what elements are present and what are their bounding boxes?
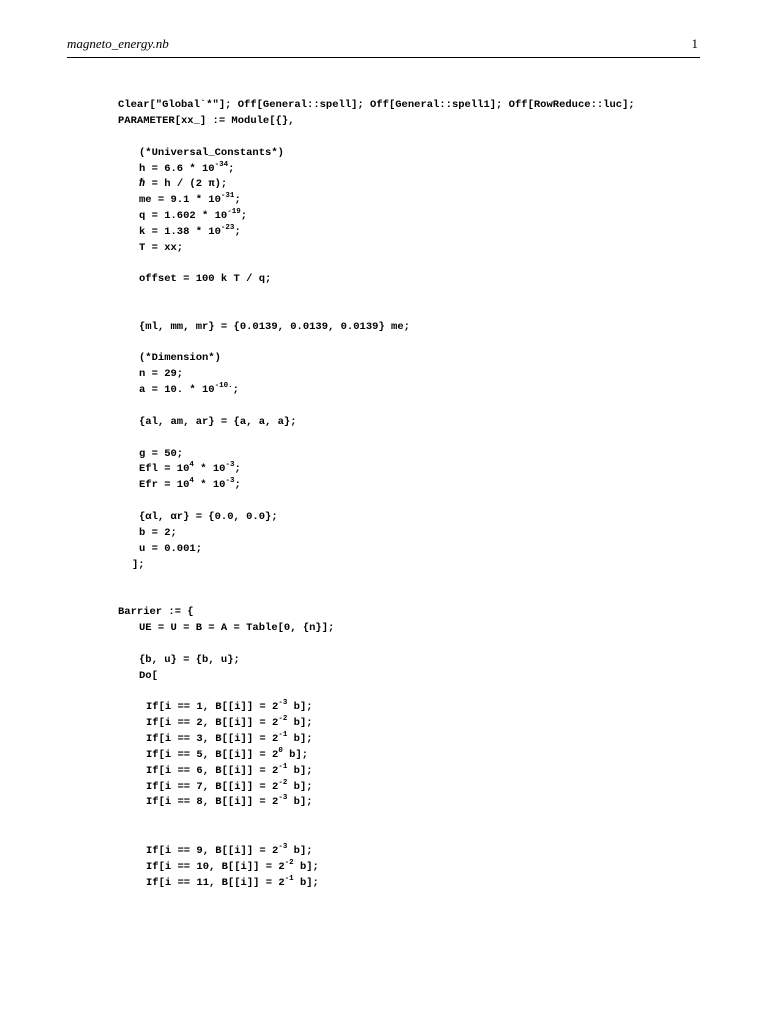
code-text: me = 9.1 * 10: [139, 194, 221, 206]
code-text: (*Dimension*): [139, 352, 221, 364]
code-text: UE = U = B = A = Table[0, {n}];: [139, 622, 335, 634]
code-line: [139, 510, 278, 524]
code-text: a = 10. * 10: [139, 384, 215, 396]
code-exponent: -1: [284, 875, 294, 883]
code-exponent: 0: [278, 747, 283, 755]
code-line: [139, 367, 183, 381]
code-line: [139, 272, 271, 286]
code-text: If[i == 3, B[[i]] = 2: [146, 733, 279, 745]
code-exponent: -2: [278, 779, 288, 787]
code-line: [139, 209, 247, 223]
code-text: g = 50;: [139, 448, 184, 460]
code-exponent: -1: [278, 763, 288, 771]
code-line: [118, 605, 194, 619]
code-line: [139, 193, 241, 207]
code-line: [146, 795, 313, 809]
page-number: 1: [691, 36, 698, 51]
code-exponent: -23: [220, 224, 235, 232]
code-exponent: -3: [225, 461, 235, 469]
code-exponent: -3: [278, 794, 288, 802]
notebook-filename: magneto_energy.nb: [67, 36, 169, 51]
code-text: If[i == 1, B[[i]] = 2: [146, 701, 279, 713]
code-exponent: -19: [227, 208, 241, 216]
code-text: If[i == 9, B[[i]] = 2: [146, 845, 279, 857]
code-line: [139, 383, 239, 397]
code-line: [132, 558, 145, 572]
code-text: {al, am, ar} = {a, a, a};: [139, 416, 297, 428]
code-line: [146, 700, 313, 714]
code-text: ;: [240, 210, 248, 222]
code-line: [139, 320, 410, 334]
code-text: If[i == 7, B[[i]] = 2: [146, 781, 279, 793]
code-line: [146, 748, 308, 762]
code-line: [139, 462, 241, 476]
code-text: b];: [287, 796, 313, 808]
code-text: ;: [234, 194, 241, 206]
code-line: [139, 669, 158, 683]
code-line: [139, 351, 221, 365]
code-text: b];: [287, 717, 313, 729]
code-text: (*Universal_Constants*): [139, 147, 284, 159]
code-exponent: -34: [214, 161, 229, 169]
code-text: If[i == 10, B[[i]] = 2: [146, 861, 285, 873]
code-text: b];: [287, 765, 313, 777]
code-text: ;: [228, 163, 235, 175]
code-exponent: 4: [189, 461, 194, 469]
code-line: [118, 114, 294, 128]
code-line: [139, 447, 183, 461]
code-line: [146, 876, 319, 890]
code-text: If[i == 11, B[[i]] = 2: [146, 877, 285, 889]
code-text: b];: [293, 861, 319, 873]
code-text: If[i == 2, B[[i]] = 2: [146, 717, 279, 729]
code-text: Efl = 10: [139, 463, 190, 475]
code-text: ;: [234, 463, 241, 475]
code-line: [139, 526, 177, 540]
code-text: {ml, mm, mr} = {0.0139, 0.0139, 0.0139} me;: [139, 321, 410, 333]
code-line: [139, 621, 334, 635]
code-line: [146, 860, 319, 874]
code-line: [139, 162, 234, 176]
code-text: b];: [282, 749, 309, 761]
code-text: Barrier := {: [118, 606, 194, 618]
code-text: h = 6.6 * 10: [139, 163, 215, 175]
code-line: [146, 716, 313, 730]
code-text: If[i == 5, B[[i]] = 2: [146, 749, 279, 761]
code-line: [139, 177, 227, 191]
code-text: offset = 100 k T / q;: [139, 273, 272, 285]
code-exponent: -10.: [214, 382, 233, 390]
code-text: PARAMETER[xx_] := Module[{},: [118, 115, 295, 127]
code-text: b];: [287, 845, 313, 857]
code-line: [146, 844, 313, 858]
code-text: If[i == 8, B[[i]] = 2: [146, 796, 279, 808]
page-header: [67, 36, 700, 58]
code-exponent: -2: [284, 859, 294, 867]
code-line: [139, 415, 297, 429]
code-text: Clear["Global`*"]; Off[General::spell]; Off[General::spell1]; Off[RowReduce::luc];: [118, 99, 635, 111]
code-text: If[i == 6, B[[i]] = 2: [146, 765, 279, 777]
code-exponent: 4: [189, 477, 194, 485]
code-text: {b, u} = {b, u};: [139, 654, 240, 666]
code-exponent: -1: [278, 731, 288, 739]
code-text: ;: [234, 226, 241, 238]
code-exponent: -2: [278, 715, 288, 723]
code-exponent: -3: [225, 477, 235, 485]
code-text: ℏ = h / (2 π);: [139, 178, 228, 190]
code-text: Do[: [139, 670, 158, 682]
code-text: b];: [287, 701, 313, 713]
code-text: b];: [287, 733, 313, 745]
code-text: ;: [234, 479, 241, 491]
code-text: ];: [132, 559, 145, 571]
code-text: u = 0.001;: [139, 543, 203, 555]
code-text: k = 1.38 * 10: [139, 226, 221, 238]
code-text: {αl, αr} = {0.0, 0.0};: [139, 511, 278, 523]
code-text: b = 2;: [139, 527, 177, 539]
code-text: Efr = 10: [139, 479, 190, 491]
code-line: [146, 732, 313, 746]
code-text: n = 29;: [139, 368, 184, 380]
code-text: ;: [232, 384, 239, 396]
code-line: [139, 653, 240, 667]
code-line: [139, 542, 202, 556]
code-exponent: -3: [278, 699, 288, 707]
code-line: [139, 146, 284, 160]
code-text: * 10: [193, 463, 226, 475]
code-line: [118, 98, 635, 112]
code-line: [139, 225, 241, 239]
code-line: [146, 780, 313, 794]
code-exponent: -31: [220, 192, 235, 200]
code-text: b];: [287, 781, 313, 793]
code-text: q = 1.602 * 10: [139, 210, 228, 222]
code-text: T = xx;: [139, 242, 184, 254]
code-exponent: -3: [278, 843, 288, 851]
code-line: [139, 241, 183, 255]
code-text: * 10: [193, 479, 226, 491]
code-text: b];: [293, 877, 319, 889]
code-line: [146, 764, 313, 778]
code-line: [139, 478, 241, 492]
